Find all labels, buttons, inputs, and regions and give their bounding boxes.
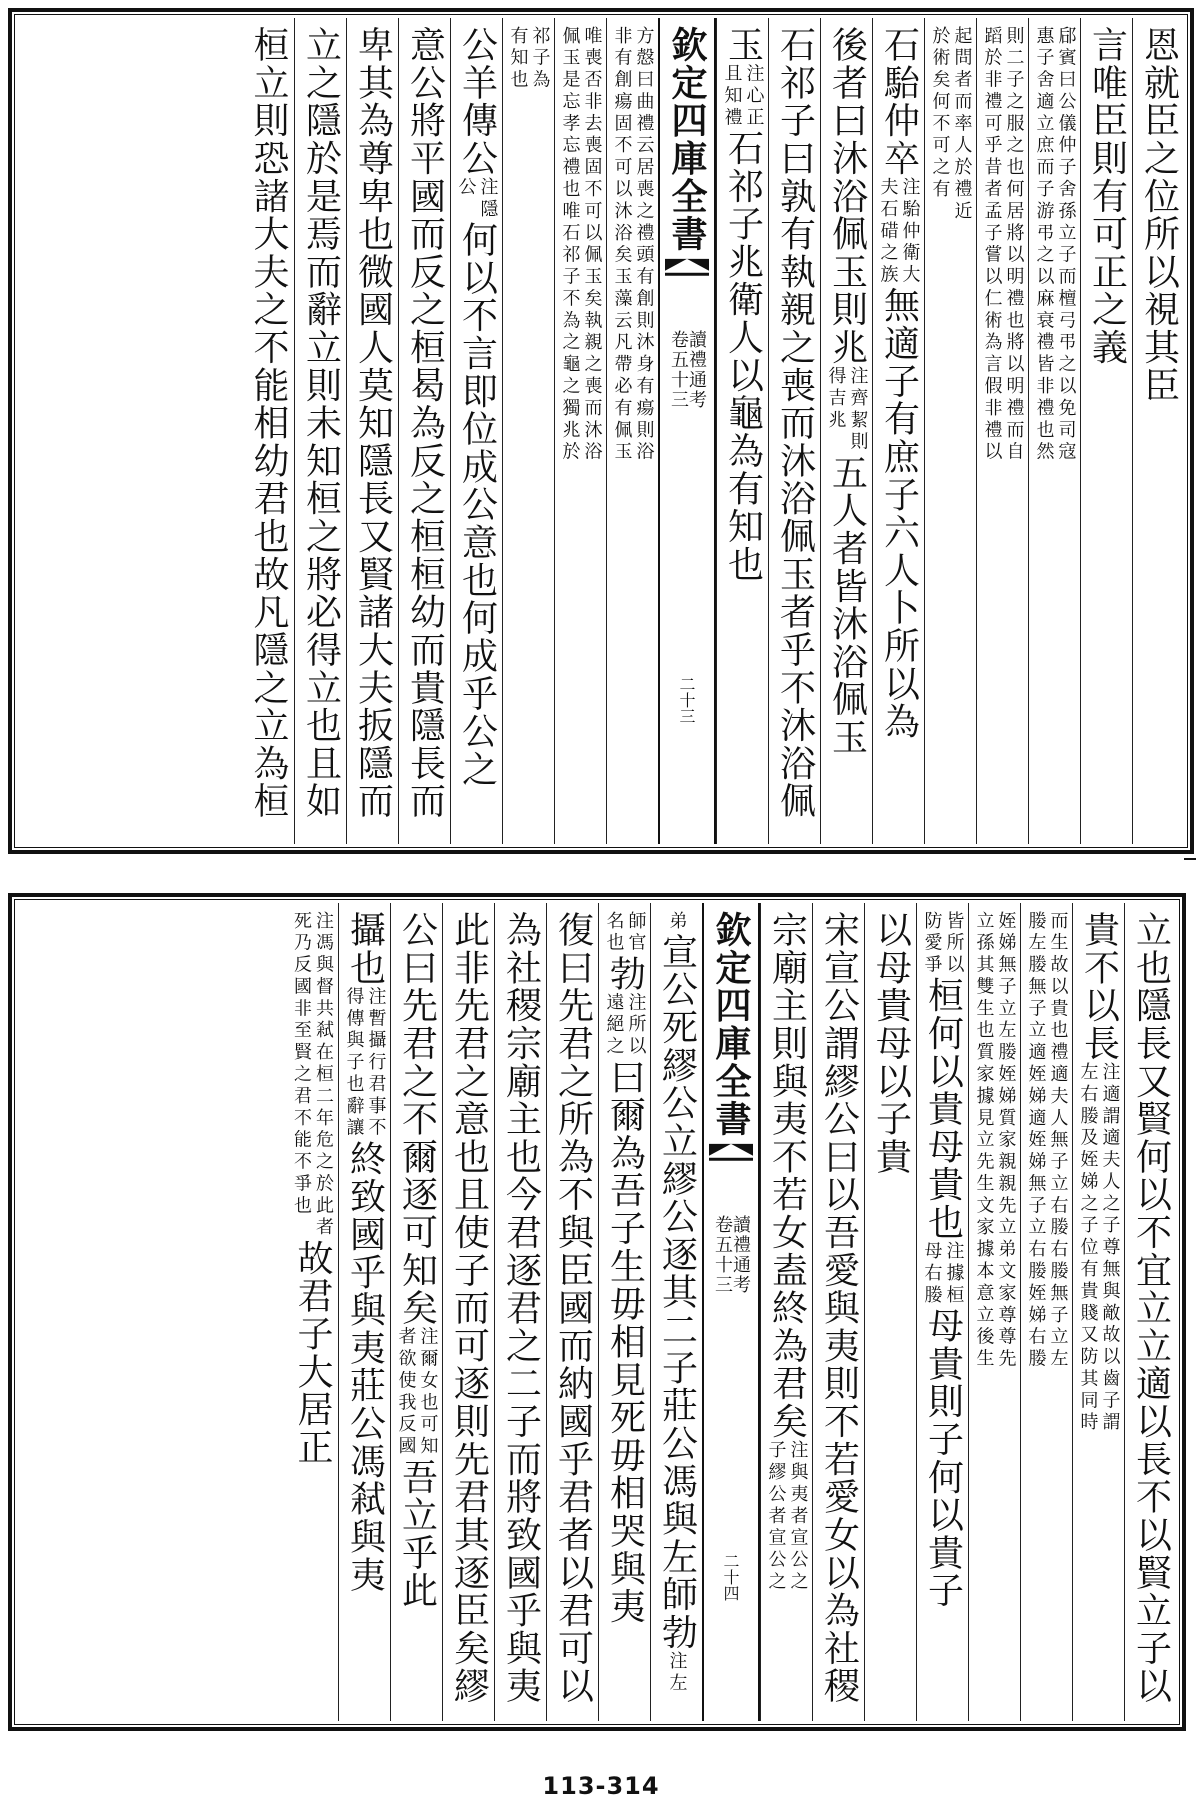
- commentary-line: 祁子為: [529, 26, 551, 92]
- commentary-line: 得吉兆: [825, 366, 847, 432]
- fishtail-mark-icon: [665, 259, 709, 285]
- main-text: 立之隱於是焉而辭立則未知桓之將必得立也且如: [300, 26, 342, 821]
- column-stack: [973, 911, 1017, 1717]
- column-stack: [448, 911, 490, 1717]
- commentary-notes: [290, 911, 334, 1239]
- main-text: 終致國乎與夷莊公馮弒與夷: [344, 1139, 386, 1594]
- book-name: 讀禮通考: [686, 330, 707, 411]
- text-column: [398, 18, 450, 844]
- column-stack: [559, 26, 603, 840]
- text-column: [286, 903, 338, 1721]
- commentary-notes: [559, 26, 603, 464]
- commentary-line: 師官: [625, 911, 647, 955]
- commentary-line: 死乃反國非至賢之君不能不爭也: [291, 911, 312, 1218]
- text-column: [968, 903, 1020, 1721]
- column-stack: [1138, 26, 1180, 840]
- commentary-notes: [603, 993, 647, 1059]
- text-column: [1132, 18, 1184, 844]
- commentary-notes: [1025, 911, 1069, 1371]
- text-column: [1072, 903, 1124, 1721]
- commentary-line: 媵左媵無子立適姪娣適姪娣無子立右媵姪娣右媵: [1025, 911, 1047, 1371]
- text-column: [760, 903, 812, 1721]
- main-text: 意公將平國而反之桓曷為反之桓桓幼而貴隱長而: [404, 26, 446, 821]
- main-text: 卑其為尊卑也微國人莫知隱長又賢諸大夫扳隱而: [352, 26, 394, 821]
- column-stack: [552, 911, 594, 1717]
- column-stack: [1033, 26, 1077, 840]
- commentary-line: 母右媵: [921, 1241, 943, 1308]
- main-text: 公羊傳公: [456, 26, 498, 178]
- main-text: 為社稷宗廟主也今君逐君之二子而將致國乎與夷: [500, 911, 542, 1706]
- commentary-line: 蹈於非禮可乎昔者孟子嘗以仁術為言假非禮以: [981, 26, 1003, 464]
- commentary-line: 注駘仲衛大: [899, 177, 921, 287]
- main-text: 五人者皆沐浴佩玉: [826, 453, 868, 757]
- main-text: 復曰先君之所為不與臣國而納國乎君者以君可以: [552, 911, 594, 1706]
- main-text: 恩就臣之位所以視其臣: [1138, 26, 1180, 405]
- commentary-line: 非有創瘍固不可以沐浴矣玉藻云凡帶必有佩玉: [611, 26, 633, 464]
- main-text: 公曰先君之不爾逐可知矣: [396, 911, 438, 1327]
- commentary-line: 唯喪否非去喪固不可以佩玉矣執親之喪而沐浴: [581, 26, 603, 464]
- commentary-line: 立孫其雙生也質家據見立先生文家據本意立後生: [973, 911, 995, 1371]
- commentary-notes: [1077, 1062, 1121, 1434]
- column-stack: [1130, 911, 1172, 1717]
- text-column: [864, 903, 916, 1721]
- folio-number: 二十四: [721, 1553, 740, 1601]
- commentary-line: 方慤曰曲禮云居喪之禮頭有創則沐身有瘍則浴: [633, 26, 655, 464]
- page-number: 113-314: [542, 1772, 660, 1800]
- text-column: [1080, 18, 1132, 844]
- column-stack: [1025, 911, 1069, 1717]
- main-text: 玉: [722, 26, 764, 64]
- main-text: 石祁子曰孰有執親之喪而沐浴佩玉者乎不沐浴佩: [774, 26, 816, 821]
- text-column: [872, 18, 924, 844]
- text-column: [1124, 903, 1176, 1721]
- commentary-notes: [507, 26, 551, 92]
- main-text: 後者曰沐浴佩玉則兆: [826, 26, 868, 367]
- text-column: [494, 903, 546, 1721]
- commentary-notes: [721, 64, 765, 130]
- column-stack: [611, 26, 655, 840]
- column-stack: [290, 911, 334, 1717]
- column-stack: [870, 911, 912, 1717]
- fishtail-mark-icon: [709, 1144, 753, 1170]
- text-column: [768, 18, 820, 844]
- margin-tick: [1184, 858, 1196, 860]
- main-text: 宗廟主則與夷不若女盍終為君矣: [766, 911, 808, 1441]
- commentary-line: 注齊絜則: [847, 366, 869, 454]
- book-volume: [669, 330, 705, 410]
- main-text: 何以不言即位成公意也何成乎公之: [456, 221, 498, 789]
- commentary-notes: [921, 1241, 965, 1307]
- commentary-line: 公: [455, 177, 477, 200]
- bottom-page-columns: [18, 903, 1176, 1721]
- commentary-line: 惠子舍適立庶而子游弔之以麻衰禮皆非禮也然: [1033, 26, 1055, 464]
- main-text: 與夷: [604, 1549, 646, 1626]
- commentary-line: 防愛爭: [921, 911, 943, 977]
- column-stack: [929, 26, 973, 840]
- column-stack: [507, 26, 551, 840]
- commentary-notes: [981, 26, 1025, 464]
- collection-title: 欽定四庫全書: [710, 911, 752, 1138]
- main-text: 宋宣公謂繆公曰以吾愛與夷則不若愛女以為社稷: [818, 911, 860, 1706]
- commentary-line: 姪娣無子立左媵姪娣質家親親先立弟文家尊尊先: [995, 911, 1017, 1371]
- column-stack: [603, 911, 647, 1717]
- center-fold: [702, 903, 760, 1721]
- commentary-line: 而生故以貴也禮適夫人無子立右媵右媵無子立左: [1047, 911, 1069, 1371]
- commentary-line: 佩玉是忘孝忘禮也唯石祁子不為之龜之獨兆於: [559, 26, 581, 464]
- text-column: [294, 18, 346, 844]
- column-stack: [765, 911, 809, 1717]
- commentary-line: 皆所以: [943, 911, 965, 977]
- text-column: [390, 903, 442, 1721]
- column-stack: [1086, 26, 1128, 840]
- commentary-line: 注暫攝行君事不: [365, 986, 387, 1140]
- commentary-line: 且知禮: [721, 63, 743, 130]
- top-page-columns: [18, 18, 1184, 844]
- column-stack: [300, 26, 342, 840]
- commentary-line: 注左: [666, 1651, 688, 1696]
- commentary-line: 則二子之服之也何居將以明禮也將以明禮而自: [1003, 26, 1025, 464]
- text-column: [554, 18, 606, 844]
- text-column: [976, 18, 1028, 844]
- column-stack: [921, 911, 965, 1717]
- text-column: [442, 903, 494, 1721]
- column-stack: [656, 911, 698, 1717]
- main-text: 母貴則子何以貴子: [922, 1307, 964, 1610]
- text-column: [916, 903, 968, 1721]
- text-column: [346, 18, 398, 844]
- commentary-line: 於術矣何不可之有: [929, 26, 951, 202]
- commentary-notes: [973, 911, 1017, 1371]
- folio-number: 二十三: [677, 676, 696, 724]
- text-column: [606, 18, 658, 844]
- commentary-line: 得傳與子也辭讓: [343, 986, 365, 1140]
- commentary-line: 名也: [603, 911, 625, 955]
- commentary-line: 注馮與督共弒在桓二年危之於此者: [313, 911, 334, 1240]
- main-text: 桓立則恐諸大夫之不能相幼君也故凡隱之立為桓: [248, 26, 289, 821]
- commentary-notes: [921, 911, 965, 977]
- main-text: 吾立乎此: [396, 1458, 438, 1610]
- commentary-line: 者欲使我反國: [395, 1326, 417, 1459]
- commentary-line: 注與夷者宣公之: [787, 1440, 809, 1594]
- column-stack: [500, 911, 542, 1717]
- text-column: [812, 903, 864, 1721]
- commentary-notes: [395, 1327, 439, 1458]
- text-column: [546, 903, 598, 1721]
- commentary-notes: [666, 911, 688, 933]
- volume-label: 卷五十三: [712, 1215, 733, 1296]
- column-stack: [877, 26, 921, 840]
- main-text: 攝也: [344, 911, 386, 987]
- commentary-notes: [825, 366, 869, 454]
- main-text: 勃: [604, 954, 646, 993]
- commentary-line: 注隱: [477, 177, 499, 222]
- column-stack: [404, 26, 446, 840]
- main-text: 石駘仲卒: [878, 26, 920, 178]
- volume-label: 卷五十三: [668, 330, 689, 411]
- commentary-line: 遠絕之: [603, 992, 625, 1059]
- commentary-notes: [455, 177, 499, 221]
- column-stack: [395, 911, 439, 1717]
- text-column: [338, 903, 390, 1721]
- commentary-line: 有知也: [507, 26, 529, 92]
- commentary-notes: [1033, 26, 1077, 464]
- commentary-notes: [765, 1440, 809, 1593]
- text-column: [820, 18, 872, 844]
- main-text: 曰爾為吾子生毋相見死毋相哭: [604, 1058, 646, 1550]
- main-text: 故君子大居正: [292, 1239, 333, 1467]
- column-stack: [1077, 911, 1121, 1717]
- column-stack: [981, 26, 1025, 840]
- commentary-notes: [929, 26, 973, 223]
- commentary-line: 夫石碏之族: [877, 177, 899, 287]
- column-stack: [818, 911, 860, 1717]
- main-text: 立也隱長又賢何以不宜立立適以長不以賢立子以: [1130, 911, 1172, 1706]
- main-text: 貴不以長: [1078, 911, 1120, 1063]
- main-text: 言唯臣則有可正之義: [1086, 26, 1128, 367]
- commentary-line: 注適謂適夫人之子尊無與敵故以齒子謂: [1099, 1062, 1121, 1435]
- text-column: [650, 903, 702, 1721]
- main-text: 桓何以貴母貴也: [922, 976, 964, 1242]
- collection-title: 欽定四庫全書: [666, 26, 708, 253]
- column-stack: [774, 26, 816, 840]
- text-column: [1028, 18, 1080, 844]
- bottom-page-frame: [8, 893, 1186, 1731]
- book-volume: [713, 1215, 749, 1295]
- book-name: 讀禮通考: [730, 1215, 751, 1296]
- main-text: 此非先君之意也且使子而可逐則先君其逐臣矣繆: [448, 911, 490, 1706]
- center-fold: [658, 18, 716, 844]
- main-text: 無適子有庶子六人卜所以為: [878, 286, 920, 741]
- commentary-notes: [611, 26, 655, 464]
- commentary-line: 注據桓: [943, 1241, 965, 1308]
- commentary-line: 注心正: [743, 63, 765, 130]
- main-text: 以母貴母以子貴: [870, 911, 912, 1176]
- column-stack: [248, 26, 289, 840]
- text-column: [450, 18, 502, 844]
- commentary-line: 子繆公者宣公之: [765, 1440, 787, 1594]
- text-column: [716, 18, 768, 844]
- bottom-page: [0, 885, 1202, 1770]
- column-stack: [455, 26, 499, 840]
- commentary-line: 弟: [666, 911, 688, 933]
- text-column: [502, 18, 554, 844]
- main-text: 石祁子兆衛人以龜為有知也: [722, 129, 764, 584]
- text-column: [598, 903, 650, 1721]
- commentary-line: 注所以: [625, 992, 647, 1059]
- column-stack: [352, 26, 394, 840]
- main-text: 宣公死繆公立繆公逐其二子莊公馮與左師勃: [656, 932, 698, 1652]
- commentary-line: 起問者而率人於禮近: [951, 26, 973, 224]
- commentary-line: 注爾女也可知: [417, 1326, 439, 1459]
- commentary-line: 左右媵及姪娣之子位有貴賤又防其同時: [1077, 1062, 1099, 1435]
- text-column: [242, 18, 294, 844]
- text-column: [1020, 903, 1072, 1721]
- column-stack: [721, 26, 765, 840]
- commentary-notes: [343, 987, 387, 1140]
- commentary-line: 郈賓曰公儀仲子舍孫立子而檀弓弔之以免司寇: [1055, 26, 1077, 464]
- column-stack: [825, 26, 869, 840]
- commentary-notes: [666, 1651, 688, 1695]
- column-stack: [343, 911, 387, 1717]
- top-page: [0, 0, 1202, 900]
- top-page-frame: [8, 8, 1194, 854]
- commentary-notes: [877, 177, 921, 286]
- text-column: [924, 18, 976, 844]
- commentary-notes: [603, 911, 647, 955]
